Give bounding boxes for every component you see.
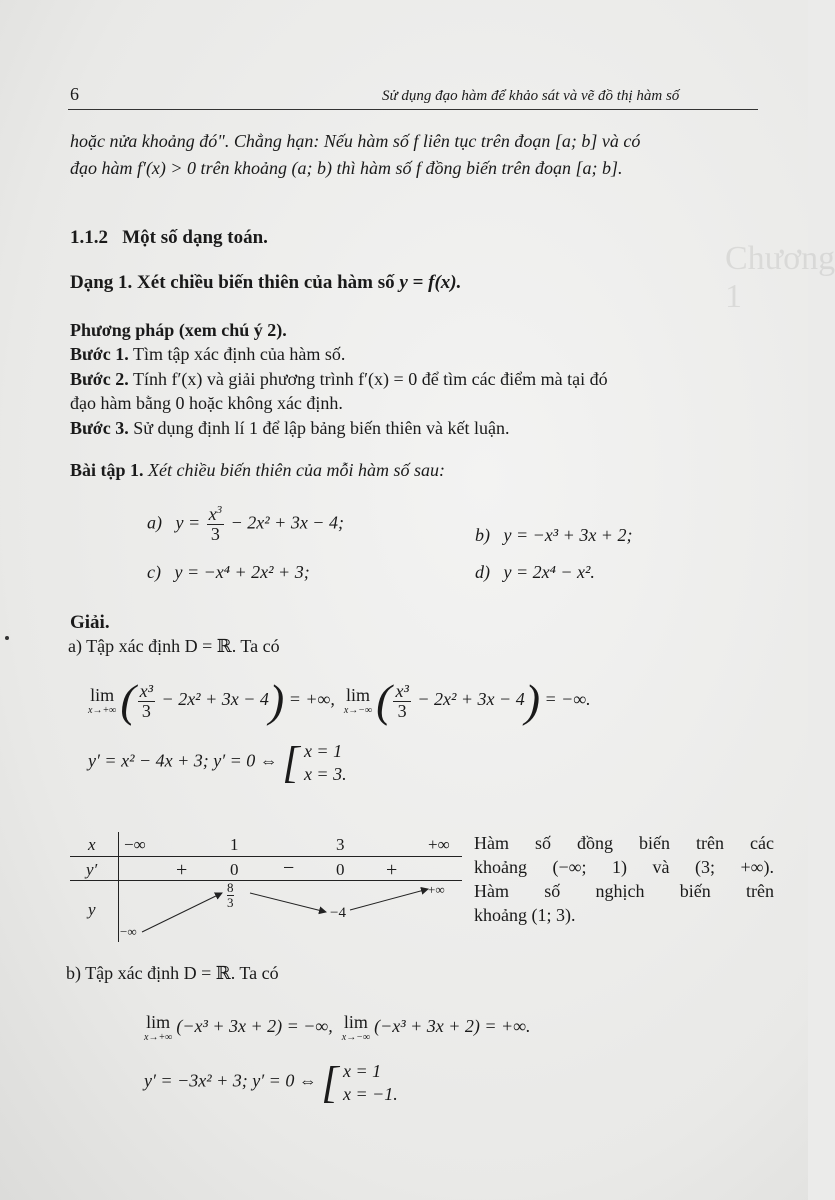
deriv-expr: y′ = −3x² + 3; y′ = 0 ⇔ xyxy=(144,1070,317,1091)
paren: ) xyxy=(268,675,285,726)
row-label-x: x xyxy=(88,835,96,854)
paren: ( xyxy=(376,675,392,726)
conclusion-line: Hàm số đồng biến trên các xyxy=(474,833,774,853)
lim-expr: (−x³ + 3x + 2) = −∞, xyxy=(176,1016,333,1037)
step-label: Bước 1. xyxy=(70,344,129,364)
lim-sub: x→−∞ xyxy=(341,1032,371,1043)
frac-den: 3 xyxy=(397,700,407,721)
arrow-down xyxy=(250,893,326,912)
step-label: Bước 2. xyxy=(70,369,129,389)
solution-a-intro: a) Tập xác định D = ℝ. Ta có xyxy=(68,636,280,656)
step-text: Tìm tập xác định của hàm số. xyxy=(132,344,346,364)
conclusion-line: Hàm số nghịch biến trên xyxy=(474,881,774,901)
y-val-start: −∞ xyxy=(120,924,137,939)
frac-num: x xyxy=(208,504,217,524)
problem-type-label: Dạng 1. xyxy=(70,272,133,293)
row-label-y: y xyxy=(88,900,96,919)
lim-word: lim xyxy=(90,685,115,705)
problem-type-formula: y = f(x). xyxy=(399,272,462,293)
frac-den: 3 xyxy=(210,523,220,544)
frac-num: x³ xyxy=(395,680,409,701)
expr: − 2x² + 3x − 4 xyxy=(417,689,525,710)
page-number: 6 xyxy=(70,84,79,104)
lim-result: = +∞, xyxy=(288,689,335,710)
item-expr: y = 2x⁴ − x². xyxy=(503,562,595,582)
solution-a-conclusion xyxy=(474,831,774,927)
section-title: Một số dạng toán. xyxy=(122,227,268,248)
bracket: [ xyxy=(282,737,300,787)
show-through-ghost: Chương 1 xyxy=(725,240,835,315)
intro-line-2: đạo hàm f′(x) > 0 trên khoảng (a; b) thì hàm số f đồng biến trên đoạn [a; b]. xyxy=(70,158,623,178)
case-2: x = 3. xyxy=(303,763,347,784)
x-val-neg-inf: −∞ xyxy=(124,835,146,854)
problem-type-text: Xét chiều biến thiên của hàm số xyxy=(137,272,395,293)
case-2: x = −1. xyxy=(342,1083,398,1104)
lim-sub: x→−∞ xyxy=(343,705,373,716)
yprime-sign-1: + xyxy=(176,859,188,881)
lim-expr: (−x³ + 3x + 2) = +∞. xyxy=(374,1016,531,1037)
solution-b-limits xyxy=(144,1013,531,1043)
solution-b-intro: b) Tập xác định D = ℝ. Ta có xyxy=(66,963,279,983)
lim-result: = −∞. xyxy=(544,689,591,710)
frac-num: x³ xyxy=(139,680,154,701)
yprime-sign-2: − xyxy=(283,857,295,879)
item-label: b) xyxy=(475,525,490,545)
yprime-sign-3: + xyxy=(386,859,398,881)
exercise-label: Bài tập 1. xyxy=(70,460,144,480)
step-text: Sử dụng định lí 1 để lập bảng biến thiên và kết luận. xyxy=(133,418,510,438)
section-number: 1.1.2 xyxy=(70,227,108,248)
case-1: x = 1 xyxy=(342,1061,382,1081)
frac-den: 3 xyxy=(141,700,151,721)
lim-word: lim xyxy=(345,685,370,705)
arrow-up-2 xyxy=(350,889,428,910)
frac-den: 3 xyxy=(227,894,234,910)
conclusion-line: khoảng (−∞; 1) và (3; +∞). xyxy=(474,857,774,877)
method-step-2-cont: đạo hàm bằng 0 hoặc không xác định. xyxy=(70,393,343,413)
method-title: Phương pháp (xem chú ý 2). xyxy=(70,320,287,340)
paren: ( xyxy=(120,675,136,726)
frac-exp: 3 xyxy=(216,504,223,516)
solution-title: Giải. xyxy=(70,612,110,633)
item-expr: y = −x⁴ + 2x² + 3; xyxy=(174,562,310,582)
case-1: x = 1 xyxy=(303,741,343,761)
margin-mark xyxy=(5,636,9,640)
item-expr: y = −x³ + 3x + 2; xyxy=(503,525,633,545)
solution-b-derivative xyxy=(144,1057,398,1107)
yprime-zero-1: 0 xyxy=(230,860,239,879)
intro-line-1: hoặc nửa khoảng đó". Chẳng hạn: Nếu hàm số f liên tục trên đoạn [a; b] và có xyxy=(70,131,641,151)
lim-operator xyxy=(342,1013,370,1043)
deriv-expr: y′ = x² − 4x + 3; y′ = 0 ⇔ xyxy=(88,750,278,771)
conclusion-line: khoảng (1; 3). xyxy=(474,905,576,925)
lim-word: lim xyxy=(343,1012,368,1032)
expr: − 2x² + 3x − 4 xyxy=(161,689,269,710)
x-val-1: 1 xyxy=(230,835,239,854)
paren: ) xyxy=(524,675,541,726)
arrow-up-1 xyxy=(142,893,222,932)
running-title: Sử dụng đạo hàm để khảo sát và vẽ đồ thị hàm số xyxy=(382,88,680,104)
lim-sub: x→+∞ xyxy=(88,705,117,716)
step-text: Tính f′(x) và giải phương trình f′(x) = 0 để tìm các điểm mà tại đó xyxy=(132,369,608,389)
exercise-text: Xét chiều biến thiên của mỗi hàm số sau: xyxy=(148,460,445,480)
cases xyxy=(343,1060,398,1105)
lim-operator xyxy=(144,1013,172,1043)
item-label: a) xyxy=(147,512,162,533)
x-val-3: 3 xyxy=(336,835,345,854)
item-lhs: y = xyxy=(175,512,201,533)
x-val-pos-inf: +∞ xyxy=(428,835,450,854)
y-val-end: +∞ xyxy=(428,882,445,897)
frac-num: 8 xyxy=(227,880,234,895)
lim-sub: x→+∞ xyxy=(144,1032,173,1043)
step-label: Bước 3. xyxy=(70,418,129,438)
item-label: c) xyxy=(147,562,161,582)
y-val-min: −4 xyxy=(330,905,346,921)
item-label: d) xyxy=(475,562,490,582)
lim-word: lim xyxy=(146,1012,171,1032)
yprime-zero-2: 0 xyxy=(336,860,345,879)
bracket: [ xyxy=(321,1057,339,1107)
row-label-yprime: y′ xyxy=(86,860,98,879)
item-rest: − 2x² + 3x − 4; xyxy=(230,512,344,533)
